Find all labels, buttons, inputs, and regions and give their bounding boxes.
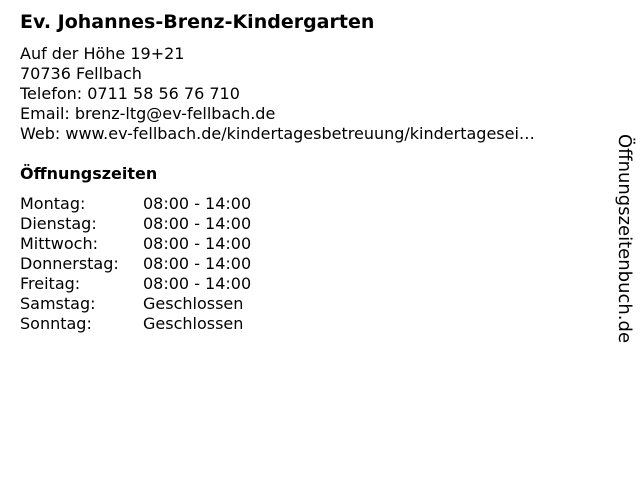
- day-label: Montag:: [20, 194, 86, 213]
- time-value: Geschlossen: [143, 314, 244, 333]
- day-label: Donnerstag:: [20, 254, 119, 273]
- page-title: Ev. Johannes-Brenz-Kindergarten: [20, 11, 375, 33]
- web-line[interactable]: Web: www.ev-fellbach.de/kindertagesbetreuung/kindertagesei…: [20, 124, 535, 143]
- time-value: 08:00 - 14:00: [143, 234, 252, 253]
- day-label: Freitag:: [20, 274, 81, 293]
- street-address: Auf der Höhe 19+21: [20, 44, 185, 63]
- day-label: Samstag:: [20, 294, 96, 313]
- address-block: [20, 44, 590, 144]
- time-value: Geschlossen: [143, 294, 244, 313]
- time-value: 08:00 - 14:00: [143, 194, 252, 213]
- email-line[interactable]: Email: brenz-ltg@ev-fellbach.de: [20, 104, 276, 123]
- time-value: 08:00 - 14:00: [143, 274, 252, 293]
- day-label: Mittwoch:: [20, 234, 98, 253]
- time-value: 08:00 - 14:00: [143, 254, 252, 273]
- city-address: 70736 Fellbach: [20, 64, 142, 83]
- brand-watermark: Öffnungszeitenbuch.de: [614, 134, 635, 344]
- opening-hours-heading: Öffnungszeiten: [20, 164, 158, 183]
- day-label: Dienstag:: [20, 214, 97, 233]
- phone-line[interactable]: Telefon: 0711 58 56 76 710: [20, 84, 240, 103]
- time-value: 08:00 - 14:00: [143, 214, 252, 233]
- day-label: Sonntag:: [20, 314, 92, 333]
